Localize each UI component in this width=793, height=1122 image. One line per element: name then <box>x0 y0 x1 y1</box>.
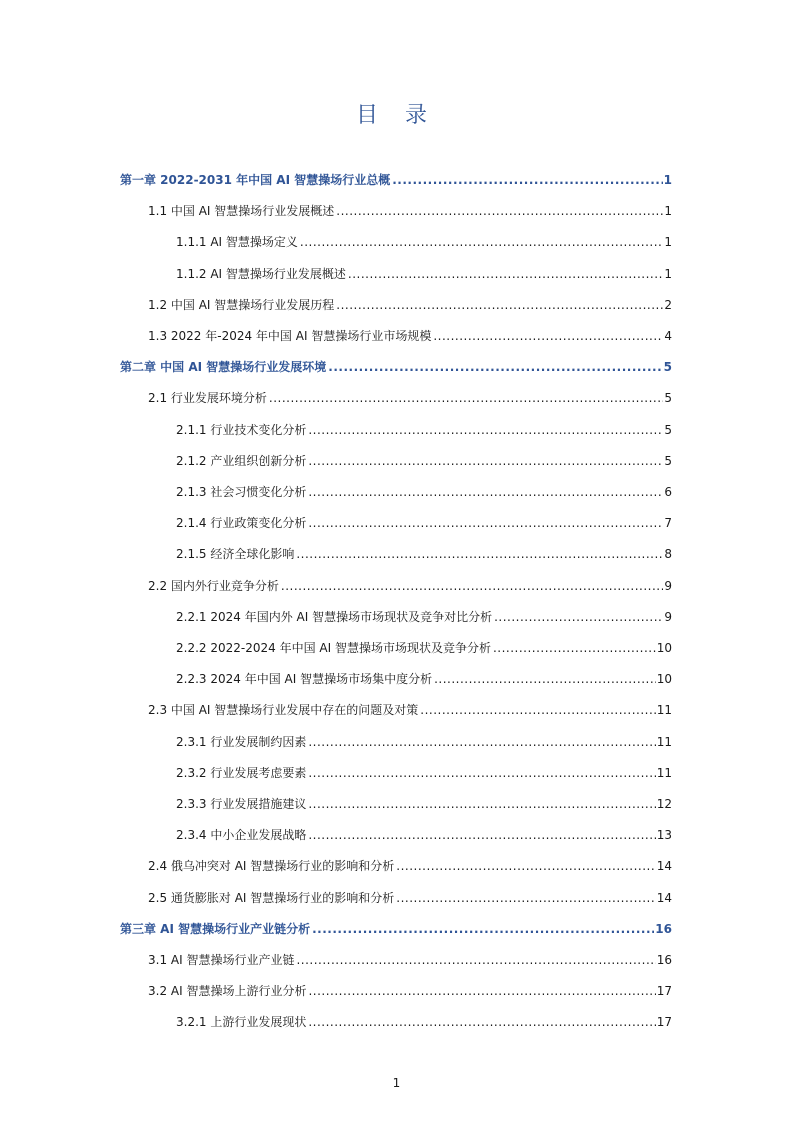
toc-dot-leader <box>308 983 655 999</box>
toc-entry-label: 2.3.4 中小企业发展战略 <box>176 828 307 843</box>
toc-entry[interactable] <box>176 234 672 250</box>
toc-entry[interactable] <box>176 734 672 750</box>
toc-dot-leader <box>296 952 655 968</box>
toc-entry[interactable] <box>148 328 672 344</box>
toc-entry-label: 3.1 AI 智慧操场行业产业链 <box>148 953 295 967</box>
toc-dot-leader <box>493 640 656 656</box>
toc-dot-leader <box>308 827 655 843</box>
toc-entry[interactable] <box>148 890 672 906</box>
toc-entry-page: 4 <box>664 329 672 343</box>
toc-entry-page: 14 <box>656 890 672 905</box>
toc-dot-leader <box>308 765 655 781</box>
toc-entry-page: 13 <box>656 828 672 843</box>
toc-entry[interactable] <box>176 515 672 531</box>
toc-entry[interactable] <box>148 983 672 999</box>
toc-entry-label: 第一章 2022-2031 年中国 AI 智慧操场行业总概 <box>120 173 391 187</box>
toc-dot-leader <box>420 702 655 718</box>
toc-entry-page: 1 <box>663 173 672 187</box>
toc-entry-page: 16 <box>656 953 672 967</box>
toc-entry-label: 1.3 2022 年-2024 年中国 AI 智慧操场行业市场规模 <box>148 329 432 343</box>
toc-entry-label: 第三章 AI 智慧操场行业产业链分析 <box>120 921 311 936</box>
toc-entry[interactable] <box>176 1014 672 1030</box>
toc-entry[interactable] <box>176 266 672 282</box>
toc-entry-page: 11 <box>656 703 672 718</box>
toc-entry-label: 2.1.1 行业技术变化分析 <box>176 422 307 437</box>
toc-entry-page: 6 <box>664 485 672 499</box>
toc-dot-leader <box>396 858 655 874</box>
toc-entry-page: 9 <box>664 578 672 593</box>
toc-entry[interactable] <box>148 952 672 968</box>
toc-entry[interactable] <box>148 702 672 718</box>
toc-dot-leader <box>434 671 656 687</box>
toc-dot-leader <box>328 359 662 375</box>
toc-entry[interactable] <box>148 578 672 594</box>
toc-entry-page: 14 <box>656 859 672 874</box>
toc-dot-leader <box>308 796 655 812</box>
toc-entry-label: 2.1.5 经济全球化影响 <box>176 547 295 562</box>
toc-entry-page: 16 <box>655 921 672 936</box>
toc-entry[interactable] <box>120 359 672 375</box>
toc-entry-label: 2.1.3 社会习惯变化分析 <box>176 485 307 499</box>
toc-entry-label: 2.3 中国 AI 智慧操场行业发展中存在的问题及对策 <box>148 703 419 718</box>
toc-dot-leader <box>308 453 663 469</box>
toc-entry[interactable] <box>176 796 672 812</box>
toc-entry-page: 8 <box>664 547 672 562</box>
toc-entry-label: 2.3.2 行业发展考虑要素 <box>176 765 307 780</box>
toc-entry[interactable] <box>176 609 672 625</box>
toc-entry-label: 2.2.2 2022-2024 年中国 AI 智慧操场市场现状及竞争分析 <box>176 641 491 655</box>
toc-dot-leader <box>296 546 663 562</box>
toc-entry-label: 2.2.1 2024 年国内外 AI 智慧操场市场现状及竞争对比分析 <box>176 609 493 624</box>
toc-entry-label: 2.1.4 行业政策变化分析 <box>176 516 307 531</box>
toc-entry-page: 17 <box>656 984 672 999</box>
toc-dot-leader <box>348 266 663 282</box>
toc-entry[interactable] <box>148 390 672 406</box>
toc-entry[interactable] <box>148 297 672 313</box>
toc-entry-page: 11 <box>656 734 672 749</box>
toc-entry-label: 1.1 中国 AI 智慧操场行业发展概述 <box>148 204 335 219</box>
toc-entry[interactable] <box>176 640 672 656</box>
toc-entry-page: 5 <box>664 391 672 406</box>
toc-entry-page: 5 <box>664 453 672 468</box>
toc-entry-label: 1.1.2 AI 智慧操场行业发展概述 <box>176 266 346 281</box>
toc-dot-leader <box>281 578 663 594</box>
toc-entry-page: 1 <box>664 266 672 281</box>
toc-dot-leader <box>433 328 663 344</box>
toc-entry[interactable] <box>176 546 672 562</box>
toc-entry-label: 1.2 中国 AI 智慧操场行业发展历程 <box>148 297 335 312</box>
toc-dot-leader <box>336 203 663 219</box>
toc-entry-label: 2.2 国内外行业竞争分析 <box>148 578 279 593</box>
toc-entry-page: 10 <box>656 672 672 687</box>
toc-dot-leader <box>269 390 663 406</box>
toc-entry-label: 第二章 中国 AI 智慧操场行业发展环境 <box>120 360 327 375</box>
toc-entry-page: 2 <box>664 297 672 312</box>
toc-entry[interactable] <box>148 203 672 219</box>
toc-entry[interactable] <box>176 671 672 687</box>
toc-dot-leader <box>392 172 662 188</box>
toc-dot-leader <box>312 921 654 937</box>
toc-dot-leader <box>308 515 663 531</box>
toc-entry[interactable] <box>120 172 672 188</box>
toc-dot-leader <box>308 422 663 438</box>
toc-entry-page: 12 <box>656 797 672 811</box>
toc-entry-page: 10 <box>656 641 672 655</box>
page-title: 目 录 <box>356 103 437 128</box>
toc-dot-leader <box>308 734 655 750</box>
toc-entry-label: 2.1.2 产业组织创新分析 <box>176 453 307 468</box>
toc-dot-leader <box>308 1014 655 1030</box>
toc-dot-leader <box>494 609 663 625</box>
page-number: 1 <box>392 1076 401 1090</box>
toc-entry-label: 2.1 行业发展环境分析 <box>148 391 267 406</box>
toc-dot-leader <box>336 297 663 313</box>
toc-entry-label: 2.2.3 2024 年中国 AI 智慧操场市场集中度分析 <box>176 672 433 687</box>
toc-entry-page: 7 <box>664 516 672 531</box>
toc-entry-label: 1.1.1 AI 智慧操场定义 <box>176 235 298 250</box>
toc-entry-page: 5 <box>664 422 672 437</box>
toc-entry[interactable] <box>176 484 672 500</box>
toc-entry-page: 11 <box>656 765 672 780</box>
toc-dot-leader <box>308 484 663 500</box>
toc-entry-label: 2.3.1 行业发展制约因素 <box>176 734 307 749</box>
toc-dot-leader <box>300 234 663 250</box>
toc-entry-label: 3.2.1 上游行业发展现状 <box>176 1015 307 1030</box>
toc-entry[interactable] <box>120 921 672 937</box>
toc-entry[interactable] <box>176 422 672 438</box>
toc-entry-page: 9 <box>664 609 672 624</box>
toc-entry-page: 1 <box>664 235 672 250</box>
toc-entry-page: 5 <box>663 360 672 375</box>
toc-entry[interactable] <box>148 858 672 874</box>
toc-entry[interactable] <box>176 827 672 843</box>
toc-entry-page: 17 <box>656 1015 672 1030</box>
toc-dot-leader <box>396 890 655 906</box>
toc-entry-label: 2.3.3 行业发展措施建议 <box>176 797 307 811</box>
toc-entry-label: 3.2 AI 智慧操场上游行业分析 <box>148 984 307 999</box>
toc-entry-page: 1 <box>664 204 672 219</box>
toc-entry[interactable] <box>176 453 672 469</box>
toc-entry[interactable] <box>176 765 672 781</box>
toc-entry-label: 2.4 俄乌冲突对 AI 智慧操场行业的影响和分析 <box>148 859 395 874</box>
toc-entry-label: 2.5 通货膨胀对 AI 智慧操场行业的影响和分析 <box>148 890 395 905</box>
